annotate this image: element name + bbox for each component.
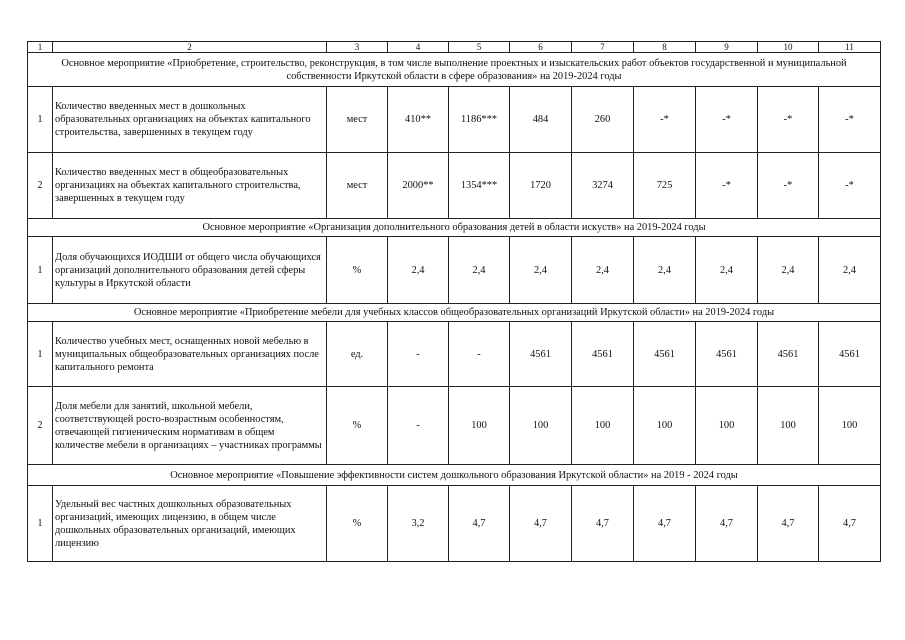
value-cell: 725 bbox=[634, 153, 696, 219]
value-cell: 4,7 bbox=[449, 486, 510, 562]
section-title-row bbox=[28, 465, 881, 486]
value-cell: 2,4 bbox=[388, 237, 449, 304]
column-number-cell: 9 bbox=[696, 42, 758, 53]
value-cell: 4,7 bbox=[696, 486, 758, 562]
value-cell: 100 bbox=[510, 387, 572, 465]
value-cell: 4,7 bbox=[758, 486, 819, 562]
unit-cell: ед. bbox=[327, 322, 388, 387]
row-number: 1 bbox=[28, 322, 53, 387]
column-number-cell: 4 bbox=[388, 42, 449, 53]
row-number: 2 bbox=[28, 387, 53, 465]
column-number-cell: 8 bbox=[634, 42, 696, 53]
value-cell: -* bbox=[696, 87, 758, 153]
table-row bbox=[28, 237, 881, 304]
column-number-header-row bbox=[28, 42, 881, 53]
section-title: Основное мероприятие «Приобретение мебели для учебных классов общеобразовательных организаций Иркутской области» на 2019-2024 годы bbox=[28, 304, 881, 322]
column-number-cell: 6 bbox=[510, 42, 572, 53]
indicator-name: Количество введенных мест в дошкольных образовательных организациях на объектах капитального строительства, завершенных в текущем году bbox=[53, 87, 327, 153]
value-cell: 4,7 bbox=[572, 486, 634, 562]
row-number: 1 bbox=[28, 486, 53, 562]
value-cell: 484 bbox=[510, 87, 572, 153]
value-cell: 100 bbox=[758, 387, 819, 465]
value-cell: 1720 bbox=[510, 153, 572, 219]
value-cell: -* bbox=[758, 153, 819, 219]
value-cell: 100 bbox=[696, 387, 758, 465]
value-cell: 100 bbox=[572, 387, 634, 465]
value-cell: 1354*** bbox=[449, 153, 510, 219]
value-cell: 4,7 bbox=[510, 486, 572, 562]
value-cell: 2,4 bbox=[819, 237, 881, 304]
value-cell: 4561 bbox=[510, 322, 572, 387]
value-cell: - bbox=[388, 322, 449, 387]
column-number-cell: 3 bbox=[327, 42, 388, 53]
value-cell: 2,4 bbox=[510, 237, 572, 304]
value-cell: 4561 bbox=[758, 322, 819, 387]
value-cell: 410** bbox=[388, 87, 449, 153]
value-cell: 2,4 bbox=[634, 237, 696, 304]
row-number: 1 bbox=[28, 87, 53, 153]
column-number-cell: 7 bbox=[572, 42, 634, 53]
row-number: 1 bbox=[28, 237, 53, 304]
column-number-cell: 5 bbox=[449, 42, 510, 53]
value-cell: -* bbox=[696, 153, 758, 219]
table-row bbox=[28, 87, 881, 153]
section-title: Основное мероприятие «Организация дополнительного образования детей в области искуств» на 2019-2024 годы bbox=[28, 219, 881, 237]
value-cell: 3274 bbox=[572, 153, 634, 219]
unit-cell: мест bbox=[327, 153, 388, 219]
indicator-name: Количество учебных мест, оснащенных новой мебелью в муниципальных общеобразовательных организациях после капитального ремонта bbox=[53, 322, 327, 387]
value-cell: -* bbox=[819, 87, 881, 153]
value-cell: 2,4 bbox=[572, 237, 634, 304]
value-cell: 4,7 bbox=[819, 486, 881, 562]
value-cell: 2000** bbox=[388, 153, 449, 219]
value-cell: 1186*** bbox=[449, 87, 510, 153]
column-number-cell: 2 bbox=[53, 42, 327, 53]
value-cell: 3,2 bbox=[388, 486, 449, 562]
table-row bbox=[28, 322, 881, 387]
unit-cell: % bbox=[327, 237, 388, 304]
value-cell: -* bbox=[634, 87, 696, 153]
column-number-cell: 10 bbox=[758, 42, 819, 53]
indicator-name: Доля мебели для занятий, школьной мебели, соответствующей росто-возрастным особенностям, отвечающей гигиеническим нормативам в общем количестве мебели в организациях – участниках программы bbox=[53, 387, 327, 465]
table-row bbox=[28, 153, 881, 219]
unit-cell: % bbox=[327, 387, 388, 465]
value-cell: 4561 bbox=[819, 322, 881, 387]
value-cell: 260 bbox=[572, 87, 634, 153]
value-cell: 2,4 bbox=[696, 237, 758, 304]
section-title-row bbox=[28, 53, 881, 87]
value-cell: 100 bbox=[819, 387, 881, 465]
value-cell: - bbox=[388, 387, 449, 465]
value-cell: 4561 bbox=[634, 322, 696, 387]
value-cell: 100 bbox=[449, 387, 510, 465]
unit-cell: % bbox=[327, 486, 388, 562]
value-cell: 4561 bbox=[572, 322, 634, 387]
value-cell: -* bbox=[758, 87, 819, 153]
indicators-table bbox=[27, 41, 881, 562]
value-cell: 2,4 bbox=[449, 237, 510, 304]
indicator-name: Удельный вес частных дошкольных образовательных организаций, имеющих лицензию, в общем числе дошкольных образовательных организаций, имеющих лицензию bbox=[53, 486, 327, 562]
unit-cell: мест bbox=[327, 87, 388, 153]
value-cell: -* bbox=[819, 153, 881, 219]
value-cell: 100 bbox=[634, 387, 696, 465]
section-title: Основное мероприятие «Повышение эффективности систем дошкольного образования Иркутской области» на 2019 - 2024 годы bbox=[28, 465, 881, 486]
section-title-row bbox=[28, 219, 881, 237]
value-cell: 4561 bbox=[696, 322, 758, 387]
column-number-cell: 11 bbox=[819, 42, 881, 53]
section-title-row bbox=[28, 304, 881, 322]
value-cell: - bbox=[449, 322, 510, 387]
value-cell: 2,4 bbox=[758, 237, 819, 304]
value-cell: 4,7 bbox=[634, 486, 696, 562]
indicator-name: Доля обучающихся ИОДШИ от общего числа обучающихся организаций дополнительного образования детей сферы культуры в Иркутской области bbox=[53, 237, 327, 304]
table-row bbox=[28, 486, 881, 562]
indicator-name: Количество введенных мест в общеобразовательных организациях на объектах капитального строительства, завершенных в текущем году bbox=[53, 153, 327, 219]
column-number-cell: 1 bbox=[28, 42, 53, 53]
row-number: 2 bbox=[28, 153, 53, 219]
section-title: Основное мероприятие «Приобретение, строительство, реконструкция, в том числе выполнение проектных и изыскательских работ объектов государственной и муниципальной собственности Иркутской области в сфере образования» на 2019-2024 годы bbox=[28, 53, 881, 87]
table-row bbox=[28, 387, 881, 465]
